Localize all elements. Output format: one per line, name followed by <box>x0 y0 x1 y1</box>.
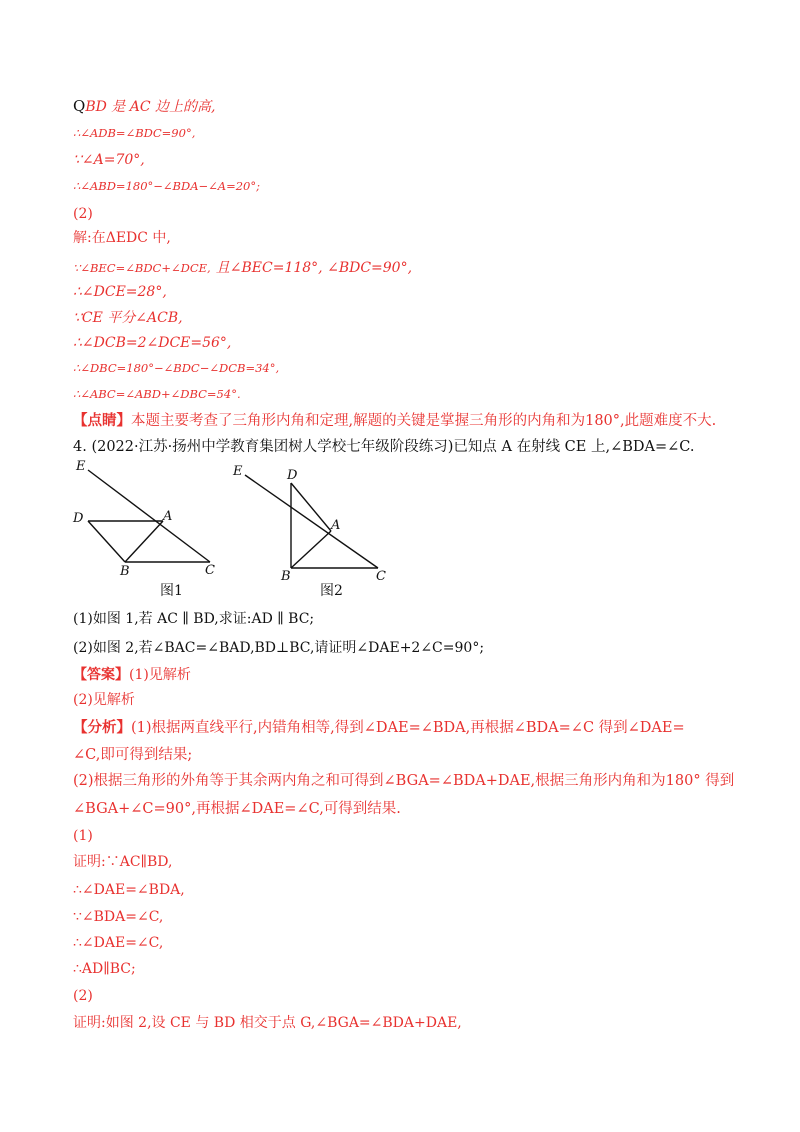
analysis-line: (2)根据三角形的外角等于其余两内角之和可得到∠BGA=∠BDA+DAE,根据三角形内角和为180° 得到 <box>73 773 735 789</box>
analysis-line: ∠BGA+∠C=90°,再根据∠DAE=∠C,可得到结果. <box>73 801 401 817</box>
segment-EC <box>245 475 378 568</box>
point-label-B: B <box>120 564 130 579</box>
question-part-2: (2)如图 2,若∠BAC=∠BAD,BD⊥BC,请证明∠DAE+2∠C=90°; <box>73 640 485 656</box>
segment-DA <box>291 483 331 531</box>
figure-2-caption: 图2 <box>320 583 343 599</box>
dianjing-tag: 【点睛】 <box>73 412 131 429</box>
point-label-C: C <box>205 563 215 578</box>
solution-text: BD 是 AC 边上的高, <box>85 99 216 115</box>
point-label-B: B <box>281 569 291 584</box>
solution-line: ∴∠ABD=180°−∠BDA−∠A=20°; <box>73 179 260 193</box>
solution-line: ∴∠DBC=180°−∠BDC−∠DCB=34°, <box>73 361 280 375</box>
question-stem: 4. (2022·江苏·扬州中学教育集团树人学校七年级阶段练习)已知点 A 在射线 CE 上,∠BDA=∠C. <box>73 439 695 455</box>
solution-line: ∴∠DCE=28°, <box>73 284 167 300</box>
solution-text: ∵∠BEC=∠BDC+∠DCE, <box>73 261 211 275</box>
question-part-1: (1)如图 1,若 AC ∥ BD,求证:AD ∥ BC; <box>73 611 315 627</box>
figure-1 <box>88 470 210 562</box>
figure-1-caption: 图1 <box>160 583 183 599</box>
segment-BA <box>125 521 163 562</box>
solution-line: ∴∠DCB=2∠DCE=56°, <box>73 335 232 351</box>
analysis-line: ∠C,即可得到结果; <box>73 747 193 763</box>
answer-line: (2)见解析 <box>73 692 135 708</box>
point-label-D: D <box>287 468 298 483</box>
analysis-line <box>73 721 685 736</box>
answer-line <box>73 668 191 682</box>
q-glyph: Q <box>73 97 86 115</box>
answer-text: (1)见解析 <box>129 667 191 683</box>
solution-line: 解:在ΔEDC 中, <box>73 230 171 246</box>
proof-line: ∵∠BDA=∠C, <box>73 909 164 925</box>
analysis-tag: 【分析】 <box>73 719 131 736</box>
part-number: (1) <box>73 828 93 844</box>
point-label-E: E <box>76 459 86 474</box>
solution-line: ∵∠A=70°, <box>73 152 145 168</box>
solution-text: 且∠BEC=118°, ∠BDC=90°, <box>215 260 413 276</box>
solution-line: ∴∠ABC=∠ABD+∠DBC=54°. <box>73 387 241 401</box>
segment-DB <box>88 521 125 562</box>
proof-line: ∴AD∥BC; <box>73 961 136 977</box>
part-number: (2) <box>73 988 93 1004</box>
solution-line: ∴∠ADB=∠BDC=90°, <box>73 126 196 140</box>
answer-tag: 【答案】 <box>73 667 129 683</box>
proof-line: ∴∠DAE=∠C, <box>73 935 164 951</box>
solution-line: ∵CE 平分∠ACB, <box>73 310 183 326</box>
dianjing-text: 本题主要考查了三角形内角和定理,解题的关键是掌握三角形的内角和为180°,此题难度不大. <box>131 413 717 429</box>
point-label-A: A <box>331 518 341 533</box>
proof-line: ∴∠DAE=∠BDA, <box>73 882 185 898</box>
part-number: (2) <box>73 206 93 222</box>
proof-line: 证明:如图 2,设 CE 与 BD 相交于点 G,∠BGA=∠BDA+DAE, <box>73 1015 462 1031</box>
point-label-D: D <box>73 511 84 526</box>
proof-line: 证明:∵AC∥BD, <box>73 854 173 870</box>
point-label-C: C <box>376 569 386 584</box>
segment-EC <box>88 470 210 562</box>
segment-BA <box>291 531 331 568</box>
analysis-text: (1)根据两直线平行,内错角相等,得到∠DAE=∠BDA,再根据∠BDA=∠C 得到∠DAE= <box>131 720 685 736</box>
point-label-A: A <box>163 509 173 524</box>
point-label-E: E <box>233 464 243 479</box>
figure-2 <box>245 475 378 568</box>
